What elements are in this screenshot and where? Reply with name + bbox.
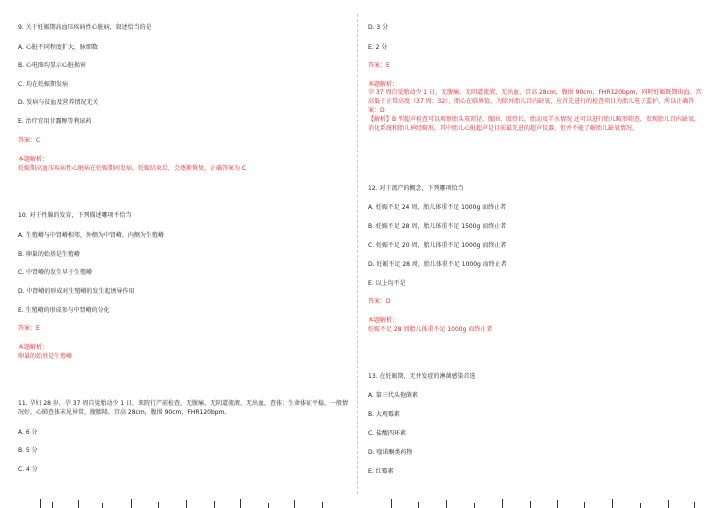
q12-option-d: D. 妊娠不足 28 周，胎儿体重不足 1000g 而终止者 <box>368 261 507 268</box>
q12-option-e: E. 以上均不是 <box>368 280 406 287</box>
right-column <box>368 0 703 508</box>
q12-option-b: B. 妊娠不足 28 周，胎儿体重不足 1500g 而终止者 <box>368 223 507 230</box>
q9-option-e: E. 治疗宜用甘露醇等利尿药 <box>18 118 92 125</box>
q11-analysis-label: 本题解析： <box>368 81 399 88</box>
q9-option-b: B. 心电图均显示心脏损害 <box>18 62 86 69</box>
q9-option-a: A. 心脏不同程度扩大，脉细数 <box>18 44 98 51</box>
q10-option-a: A. 生殖嵴与中肾嵴相邻，外侧为中肾嵴，内侧为生殖嵴 <box>18 232 164 239</box>
q12-option-c: C. 妊娠不足 20 周，胎儿体重不足 1000g 而终止者 <box>368 242 507 249</box>
q11-analysis: 孕 37 周自觉胎动少 1 日，无腹痛、无阴道流液、无出血、宫高 28cm，腹围 90cm，FHR120bpm，同时妊娠既期出血、宫高低于正常高度（37 周：32），胎心在临界值，为除外胎儿宫内缺氧，应首先进行的检查项目为胎儿电子监护。所以正确答案：D <box>368 89 702 114</box>
q12-question: 12. 对于流产的概念，下列哪项恰当 <box>368 185 464 192</box>
left-column <box>18 0 353 508</box>
q11-option-a: A. 6 分 <box>18 429 38 436</box>
q11-option-e: E. 2 分 <box>368 44 388 51</box>
q9-option-d: D. 发病与贫血及营养情况无关 <box>18 99 99 106</box>
q10-answer: 答案：E <box>18 325 40 332</box>
q11-answer: 答案：E <box>368 62 390 69</box>
q13-question: 13. 在妊娠期，无并发症的淋菌感染首选 <box>368 373 476 380</box>
q13-option-d: D. 喹诺酮类药物 <box>368 449 413 456</box>
q11-option-d: D. 3 分 <box>368 24 389 31</box>
q10-option-e: E. 生殖嵴的形成参与中肾嵴的分化 <box>18 307 110 314</box>
q11-question: 11. 孕妇 28 岁，孕 37 周自觉胎动少 1 日，来院行产前检查，无腹痛、无阴道流液、无出血，查体：生命体征平稳，一般情况好，心肺查体未见异常，腹膨隆，宫高 28cm，腹围 90cm，FHR120bpm。 <box>18 400 348 416</box>
q11-analysis-detail: 【解析】B 型超声检查可以观察胎头双顶径、腹围、股骨长，胎动及羊水情况 还可以进行胎儿畸形筛查，发现胎儿宫内缺氧，消化系统和胎儿神经畸形，其中胎儿心脏超声是目前最先进的超声仪器，但并不能了解胎儿缺氧情况。 <box>368 116 700 132</box>
q9-question: 9. 关于妊娠期高血压疾病性心脏病，叙述恰当的是 <box>18 24 152 31</box>
q13-option-a: A. 第三代头孢菌素 <box>368 392 418 399</box>
q10-option-c: C. 中肾嵴的发生早于生殖嵴 <box>18 269 93 276</box>
q10-question: 10. 对于性腺的发育，下列描述哪项不恰当 <box>18 212 132 219</box>
q10-option-d: D. 中肾嵴的形成对生殖嵴的发生起诱导作用 <box>18 288 135 295</box>
q9-option-c: C. 均在妊娠期发病 <box>18 81 69 88</box>
q9-answer: 答案：C <box>18 137 41 144</box>
q12-option-a: A. 妊娠不足 24 周，胎儿体重不足 1000g 而终止者 <box>368 204 507 211</box>
q9-analysis: 妊娠期高血压疾病性心脏病在妊娠期间发病，妊娠结束后，会逐渐恢复。正确答案为 C <box>18 165 247 172</box>
q10-analysis: 卵巢的始基是生殖嵴 <box>18 353 73 360</box>
q13-option-c: C. 盐酸四环素 <box>368 430 407 437</box>
column-divider <box>357 14 358 494</box>
q13-option-e: E. 红霉素 <box>368 468 394 475</box>
q10-option-b: B. 卵巢的始基是生殖嵴 <box>18 251 80 258</box>
q12-analysis-label: 本题解析： <box>368 317 399 324</box>
q9-analysis-label: 本题解析： <box>18 156 49 163</box>
q10-analysis-label: 本题解析： <box>18 344 49 351</box>
q12-answer: 答案：D <box>368 298 391 305</box>
q11-option-c: C. 4 分 <box>18 466 38 473</box>
q13-option-b: B. 大观霉素 <box>368 411 400 418</box>
q12-analysis: 妊娠不足 28 周胎儿体重不足 1000g 而终止者 <box>368 326 493 333</box>
q11-option-b: B. 5 分 <box>18 447 38 454</box>
